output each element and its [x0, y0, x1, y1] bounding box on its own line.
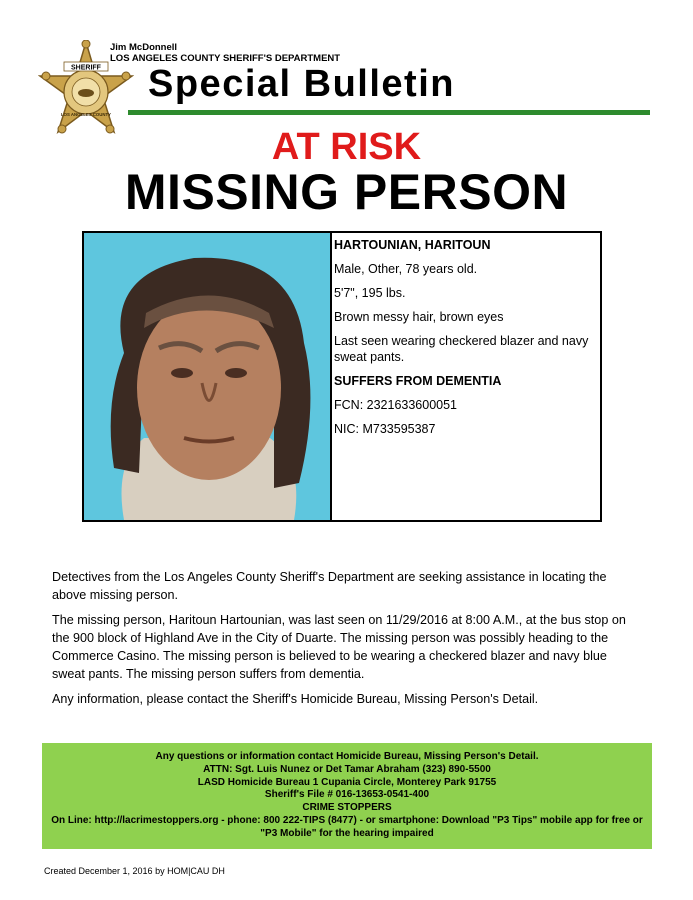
- body-paragraph-1: Detectives from the Los Angeles County Sheriff's Department are seeking assistance in locating the above missing person.: [52, 570, 607, 602]
- person-condition: SUFFERS FROM DEMENTIA: [334, 374, 502, 388]
- contact-line-4: Sheriff's File # 016-13653-0541-400: [264, 789, 430, 801]
- contact-line-3: LASD Homicide Bureau 1 Cupania Circle, Monterey Park 91755: [197, 776, 497, 788]
- badge-ring-text: LOS ANGELES COUNTY: [61, 112, 111, 117]
- contact-line-5: CRIME STOPPERS: [302, 802, 392, 814]
- header-block: [110, 42, 340, 64]
- body-paragraph-3: Any information, please contact the Sheriff's Homicide Bureau, Missing Person's Detail.: [52, 692, 539, 706]
- department-name: LOS ANGELES COUNTY SHERIFF'S DEPARTMENT: [110, 53, 341, 64]
- person-fcn: FCN: 2321633600051: [334, 398, 458, 412]
- contact-line-6: On Line: http://lacrimestoppers.org - phone: 800 222-TIPS (8477) - or smartphone: Download "P3 Tips" mobile app for free or "P3 Mobile" for the hearing impaired: [51, 814, 643, 839]
- at-risk-heading: AT RISK: [271, 126, 422, 168]
- person-details: [334, 237, 596, 445]
- person-name: HARTOUNIAN, HARITOUN: [334, 238, 491, 252]
- sheriff-name: Jim McDonnell: [110, 42, 178, 53]
- person-nic: NIC: M733595387: [334, 422, 436, 436]
- bulletin-body: [52, 568, 642, 715]
- person-hair-eyes: Brown messy hair, brown eyes: [334, 310, 504, 324]
- missing-person-heading: MISSING PERSON: [124, 164, 569, 220]
- person-photo: [84, 233, 332, 520]
- contact-line-1: Any questions or information contact Homicide Bureau, Missing Person's Detail.: [155, 751, 539, 762]
- footer-created: Created December 1, 2016 by HOM|CAU DH: [44, 866, 225, 876]
- person-info-box: [82, 231, 602, 522]
- person-height-weight: 5'7", 195 lbs.: [334, 286, 406, 300]
- bulletin-title: Special Bulletin: [148, 63, 455, 105]
- body-paragraph-2: The missing person, Haritoun Hartounian, was last seen on 11/29/2016 at 8:00 A.M., at the bus stop on the 900 block of Highland Ave in the City of Duarte. The missing person was possibly heading to the Commerce Casino. The missing person is believed to be wearing a checkered blazer and navy blue sweat pants. The missing person suffers from dementia.: [52, 613, 626, 681]
- badge-top-text: SHERIFF: [71, 64, 101, 72]
- person-sex-age: Male, Other, 78 years old.: [334, 262, 478, 276]
- person-portrait-icon: [84, 233, 330, 520]
- person-clothing: Last seen wearing checkered blazer and navy sweat pants.: [334, 334, 589, 364]
- header-divider: [128, 110, 650, 115]
- contact-line-2: ATTN: Sgt. Luis Nunez or Det Tamar Abraham (323) 890-5500: [203, 763, 491, 775]
- contact-info-box: [42, 743, 652, 849]
